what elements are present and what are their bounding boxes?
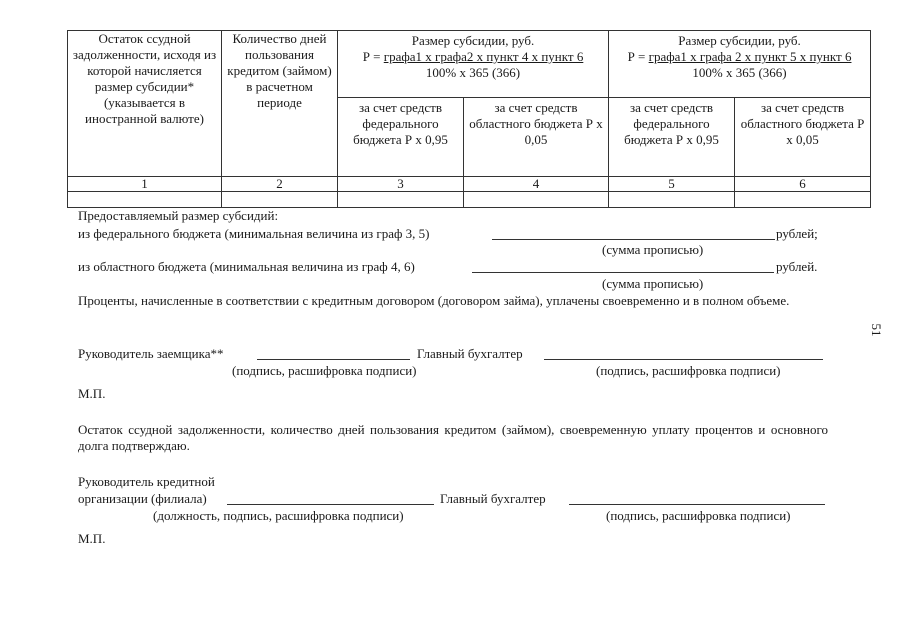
group2-title: Размер субсидии, руб. (678, 33, 801, 48)
bank-head-signature-line[interactable] (227, 493, 434, 505)
borrower-accountant-signature-line[interactable] (544, 348, 823, 360)
bank-chief-accountant-label: Главный бухгалтер (440, 491, 546, 506)
group1-formula-denominator: 100% х 365 (366) (425, 65, 521, 80)
borrower-head-sign-hint: (подпись, расшифровка подписи) (232, 363, 417, 378)
confirmation-statement: Остаток ссудной задолженности, количество дней пользования кредитом (займом), своевременную уплату процентов и основного долга подтверждаю. (78, 422, 828, 453)
federal-budget-label: из федерального бюджета (минимальная величина из граф 3, 5) (78, 226, 430, 241)
interest-paid-statement: Проценты, начисленные в соответствии с кредитным договором (договором займа), уплачены своевременно и в полном объеме. (78, 293, 790, 308)
col4-header: за счет средств областного бюджета Р х 0,05 (464, 98, 609, 177)
group2-header (609, 31, 871, 98)
col-number-3: 3 (338, 177, 464, 192)
col-number-2: 2 (222, 177, 338, 192)
empty-cell[interactable] (464, 192, 609, 208)
col-number-1: 1 (68, 177, 222, 192)
col-number-4: 4 (464, 177, 609, 192)
borrower-chief-accountant-label: Главный бухгалтер (417, 346, 523, 361)
stamp-placeholder-2: М.П. (78, 531, 106, 546)
group1-formula-prefix: Р = (362, 49, 384, 64)
provided-subsidy-heading: Предоставляемый размер субсидий: (78, 208, 279, 223)
col3-header: за счет средств федерального бюджета Р х 0,95 (338, 98, 464, 177)
regional-budget-label: из областного бюджета (минимальная величина из граф 4, 6) (78, 259, 415, 274)
regional-sum-words-hint: (сумма прописью) (602, 276, 704, 291)
group1-title: Размер субсидии, руб. (411, 33, 535, 48)
group2-formula-numerator: графа1 х графа 2 х пункт 5 х пункт 6 (648, 49, 852, 64)
stamp-placeholder-1: М.П. (78, 386, 106, 401)
group2-formula-denominator: 100% х 365 (366) (692, 65, 787, 80)
empty-cell[interactable] (338, 192, 464, 208)
col-number-5: 5 (609, 177, 735, 192)
subsidy-table (67, 30, 871, 208)
bank-head-label-line2: организации (филиала) (78, 491, 207, 506)
federal-sum-words-hint: (сумма прописью) (602, 242, 704, 257)
group2-formula-prefix: Р = (627, 49, 649, 64)
group1-header (338, 31, 609, 98)
empty-cell[interactable] (68, 192, 222, 208)
federal-amount-line[interactable] (492, 228, 775, 240)
empty-cell[interactable] (609, 192, 735, 208)
federal-unit: рублей; (776, 226, 818, 241)
empty-cell[interactable] (735, 192, 871, 208)
regional-unit: рублей. (776, 259, 818, 274)
bank-accountant-sign-hint: (подпись, расшифровка подписи) (606, 508, 791, 523)
regional-amount-line[interactable] (472, 261, 774, 273)
group1-formula-numerator: графа1 х графа2 х пункт 4 х пункт 6 (383, 49, 584, 64)
col1-header: Остаток ссудной задолженности, исходя из которой начисляется размер субсидии* (указывается в иностранной валюте) (68, 31, 222, 177)
borrower-accountant-sign-hint: (подпись, расшифровка подписи) (596, 363, 781, 378)
col2-header: Количество дней пользования кредитом (займом) в расчетном периоде (222, 31, 338, 177)
bank-head-sign-hint: (должность, подпись, расшифровка подписи) (153, 508, 404, 523)
col-number-6: 6 (735, 177, 871, 192)
empty-cell[interactable] (222, 192, 338, 208)
col6-header: за счет средств областного бюджета Р х 0,05 (735, 98, 871, 177)
borrower-head-label: Руководитель заемщика** (78, 346, 224, 361)
bank-head-label-line1: Руководитель кредитной (78, 474, 215, 489)
bank-accountant-signature-line[interactable] (569, 493, 825, 505)
col5-header: за счет средств федерального бюджета Р х 0,95 (609, 98, 735, 177)
table-row (68, 192, 871, 208)
borrower-head-signature-line[interactable] (257, 348, 410, 360)
page-number: 51 (869, 323, 884, 337)
